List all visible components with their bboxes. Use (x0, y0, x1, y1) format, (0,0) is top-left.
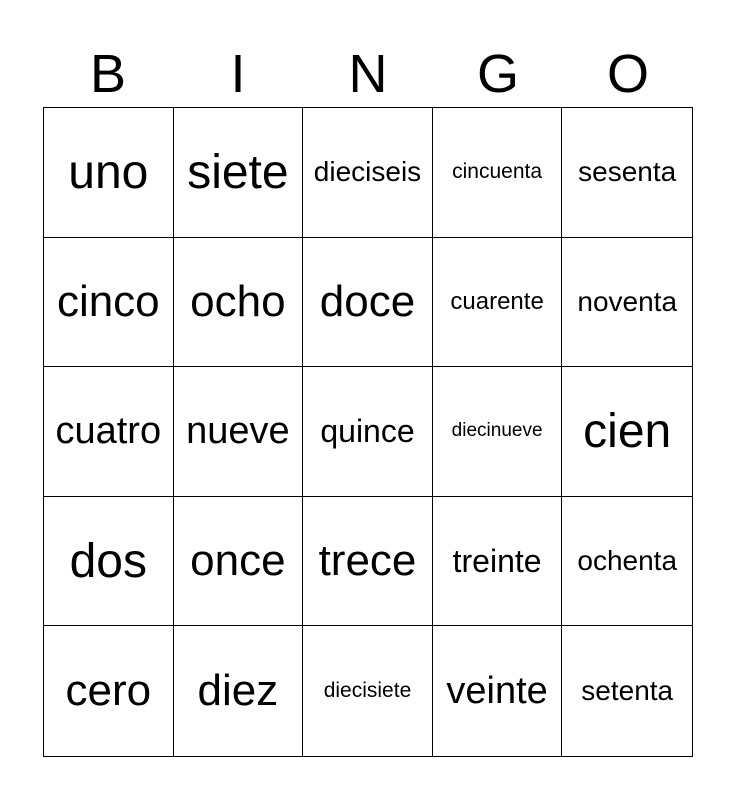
bingo-cell: diez (174, 626, 304, 756)
bingo-cell: cuarente (433, 238, 563, 368)
bingo-cell: siete (174, 108, 304, 238)
bingo-cell: trece (303, 497, 433, 627)
bingo-cell: dos (44, 497, 174, 627)
bingo-cell: dieciseis (303, 108, 433, 238)
bingo-cell: nueve (174, 367, 304, 497)
bingo-cell: cinco (44, 238, 174, 368)
bingo-cell: once (174, 497, 304, 627)
bingo-header (43, 40, 693, 108)
bingo-cell: quince (303, 367, 433, 497)
bingo-cell: treinte (433, 497, 563, 627)
bingo-cell: doce (303, 238, 433, 368)
bingo-cell: cuatro (44, 367, 174, 497)
bingo-cell: setenta (581, 675, 674, 707)
header-letter-n: N (348, 44, 388, 104)
bingo-cell: sesenta (562, 108, 692, 238)
bingo-cell: diecisiete (303, 626, 433, 756)
bingo-cell: noventa (562, 238, 692, 368)
bingo-cell: diecinueve (433, 367, 563, 497)
bingo-card (43, 107, 693, 757)
bingo-cell: uno (44, 108, 174, 238)
bingo-cell: ocho (174, 238, 304, 368)
bingo-cell: cero (44, 626, 174, 756)
header-letter-b: B (89, 44, 127, 104)
bingo-cell: cien (562, 367, 692, 497)
bingo-cell: ochenta (562, 497, 692, 627)
header-letter-i: I (230, 44, 246, 104)
bingo-cell: cincuenta (433, 108, 563, 238)
header-letter-o: O (606, 44, 649, 104)
bingo-cell: veinte (433, 626, 563, 756)
header-letter-g: G (476, 44, 519, 104)
